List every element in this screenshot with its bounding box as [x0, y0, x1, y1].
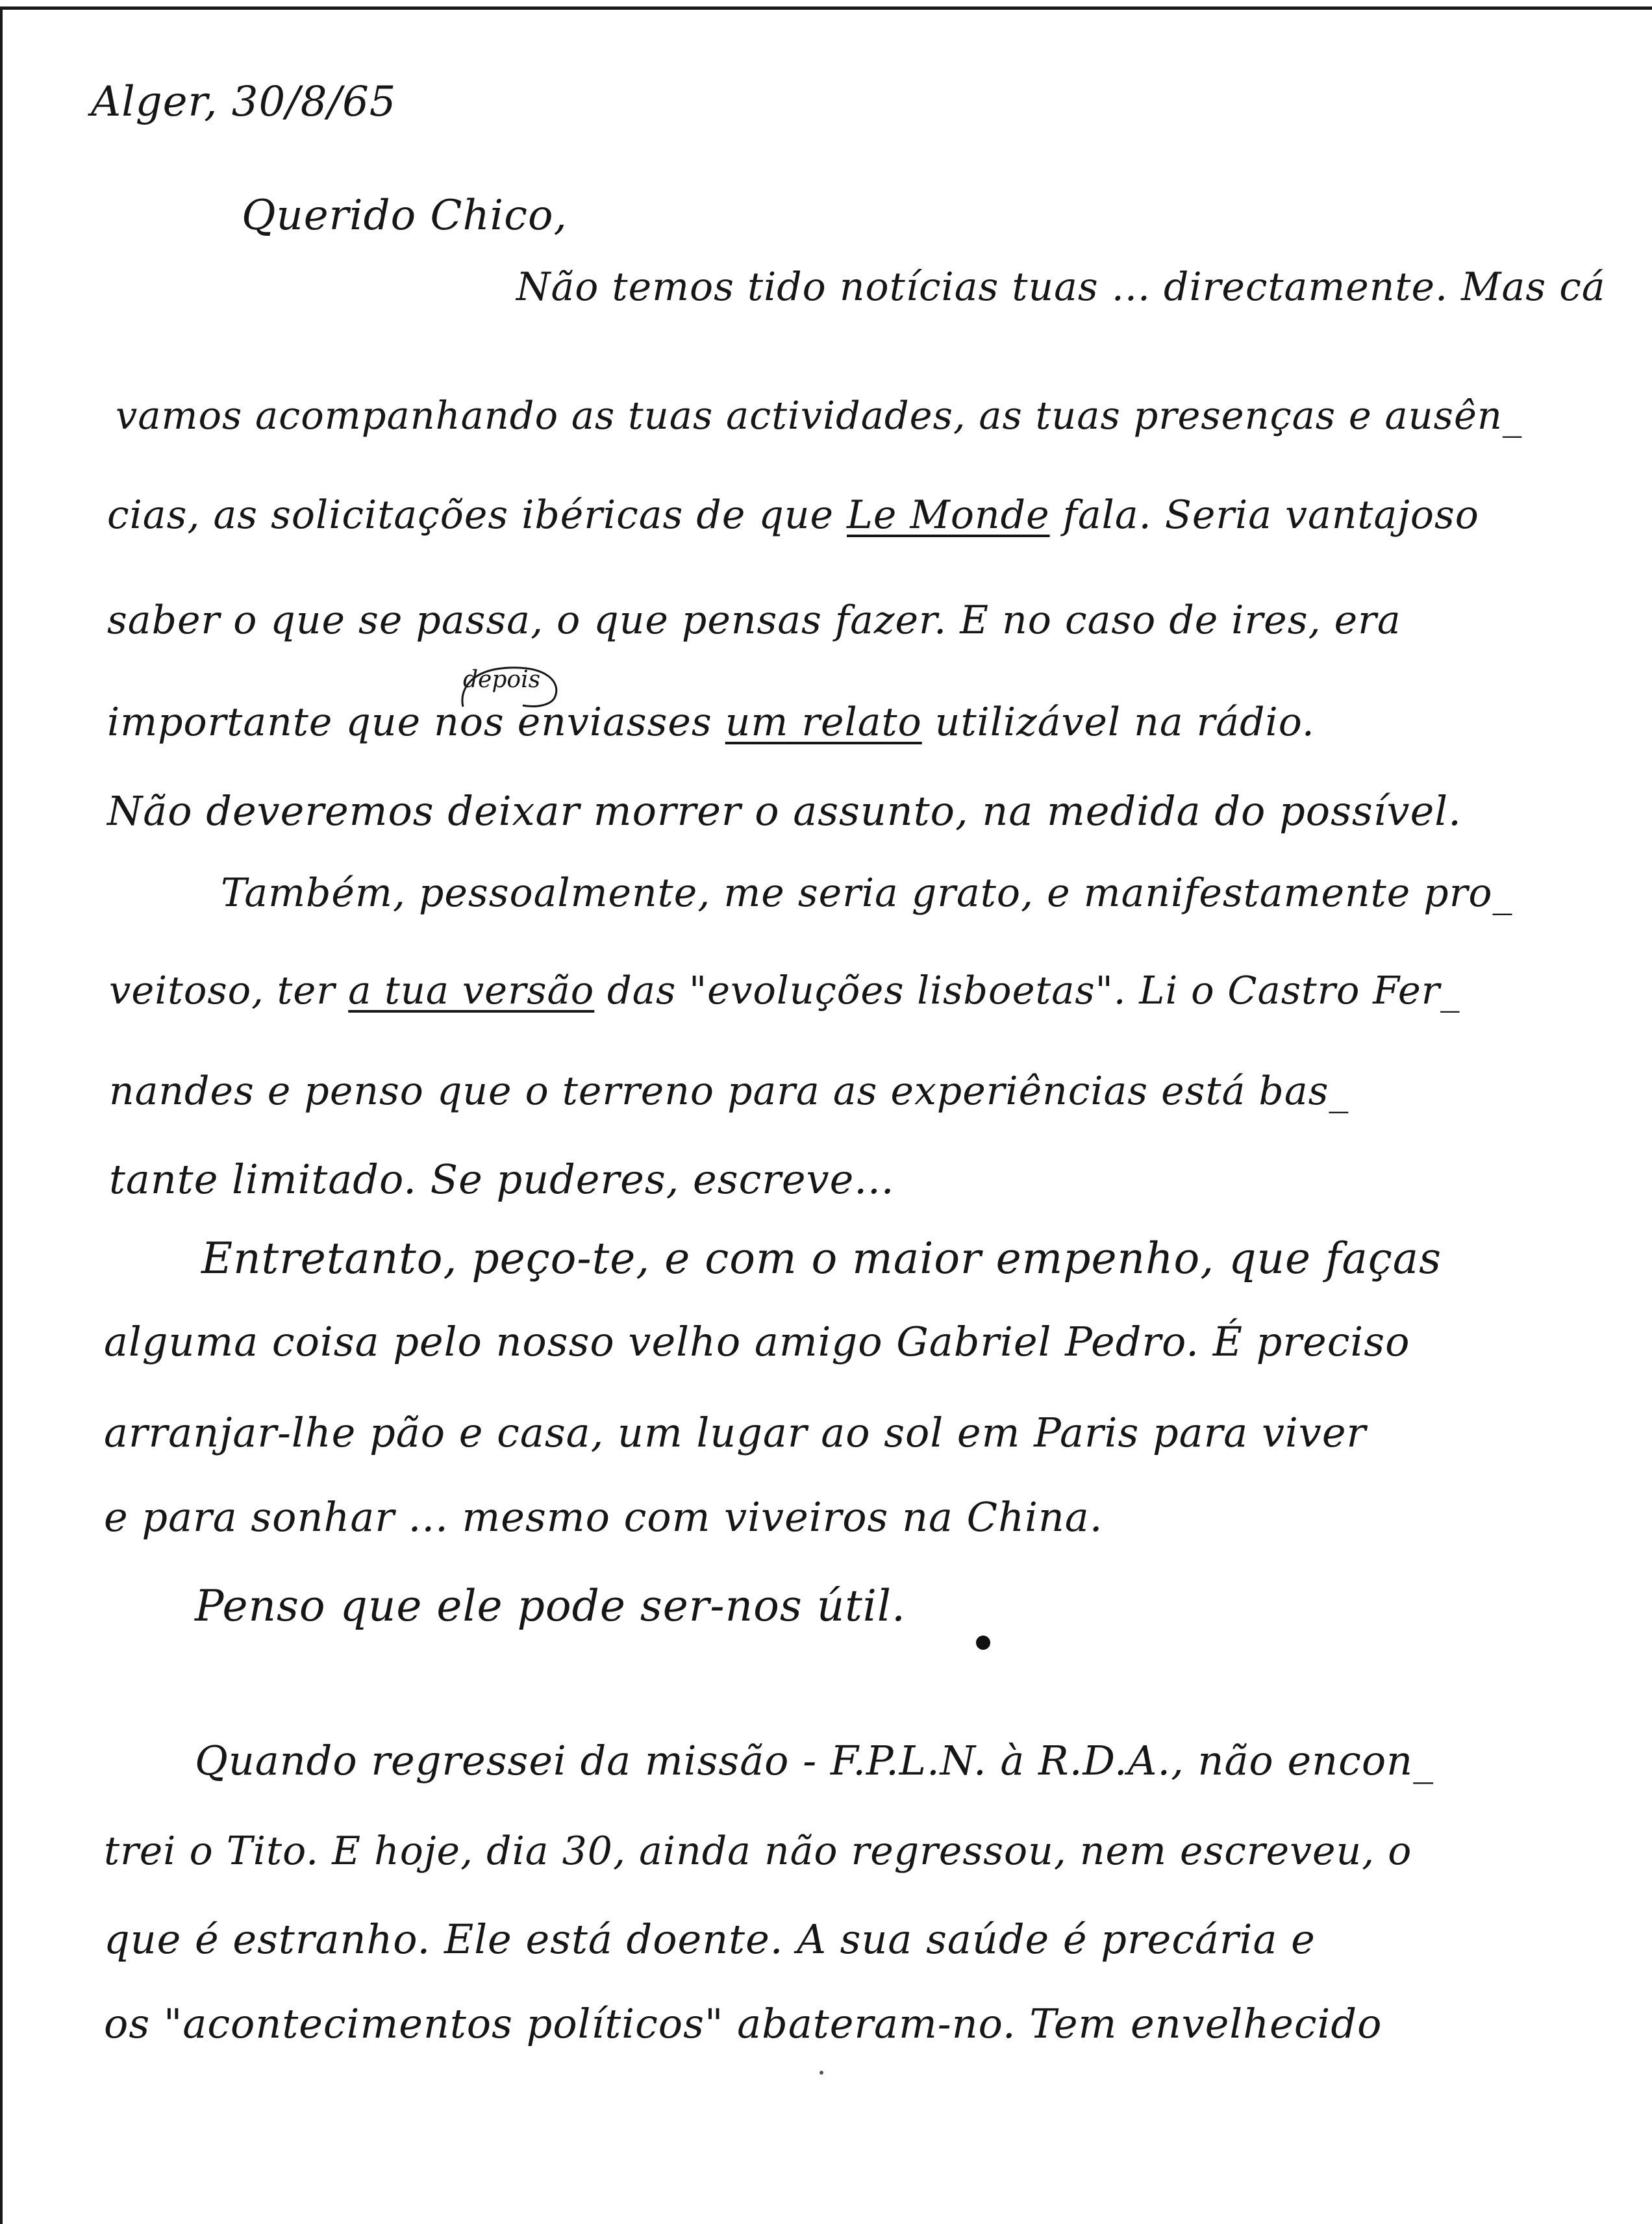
letter-line-3 — [107, 492, 1479, 538]
letter-line-8 — [109, 968, 1460, 1013]
newspaper-name: Le Monde — [847, 492, 1050, 538]
scan-top-edge — [0, 6, 1652, 10]
insertion-word: depois — [463, 666, 541, 693]
letter-line-5 — [107, 700, 1315, 745]
letter-line-13: arranjar-lhe pão e casa, um lugar ao sol em Paris para viver — [104, 1409, 1367, 1456]
stray-mark — [820, 2071, 823, 2075]
ink-blot — [976, 1636, 990, 1650]
letter-line-9: nandes e penso que o terreno para as experiências está bas_ — [109, 1068, 1349, 1114]
letter-line-3-before: cias, as solicitações ibéricas de que — [107, 492, 847, 538]
salutation: Querido Chico, — [242, 192, 568, 240]
letter-line-11: Entretanto, peço-te, e com o maior empenho, que faças — [201, 1233, 1442, 1283]
letter-line-15: Penso que ele pode ser-nos útil. — [195, 1581, 906, 1631]
letter-line-12: alguma coisa pelo nosso velho amigo Gabriel Pedro. É preciso — [104, 1318, 1410, 1365]
letter-line-5-before: importante que nos enviasses — [107, 700, 725, 745]
letter-line-5-after: utilizável na rádio. — [921, 700, 1315, 745]
letter-line-6: Não deveremos deixar morrer o assunto, na medida do possível. — [107, 787, 1462, 835]
letter-line-14: e para sonhar ... mesmo com viveiros na China. — [104, 1493, 1103, 1541]
letter-line-10: tante limitado. Se puderes, escreve... — [109, 1156, 895, 1203]
letter-line-16: Quando regressei da missão - F.P.L.N. à R.D.A., não encon_ — [195, 1737, 1434, 1784]
letter-line-1: Não temos tido notícias tuas ... directamente. Mas cá — [516, 264, 1606, 310]
scan-left-edge — [0, 6, 3, 2224]
letter-line-2: vamos acompanhando as tuas actividades, as tuas presenças e ausên_ — [116, 393, 1523, 438]
letter-line-17: trei o Tito. E hoje, dia 30, ainda não regressou, nem escreveu, o — [104, 1828, 1412, 1874]
letter-line-4: saber o que se passa, o que pensas fazer. E no caso de ires, era — [107, 598, 1401, 643]
letter-line-8-after: das "evoluções lisboetas". Li o Castro Fer_ — [594, 968, 1460, 1013]
letter-line-3-after: fala. Seria vantajoso — [1049, 492, 1479, 538]
letter-line-18: que é estranho. Ele está doente. A sua saúde é precária e — [104, 1915, 1316, 1963]
tua-versao-underlined: a tua versão — [348, 968, 595, 1013]
dateline: Alger, 30/8/65 — [91, 78, 397, 126]
letter-line-8-before: veitoso, ter — [109, 968, 349, 1013]
relato-underlined: um relato — [725, 700, 922, 745]
letter-line-7: Também, pessoalmente, me seria grato, e manifestamente pro_ — [221, 870, 1513, 916]
letter-line-19: os "acontecimentos políticos" abateram-no. Tem envelhecido — [104, 2000, 1383, 2047]
